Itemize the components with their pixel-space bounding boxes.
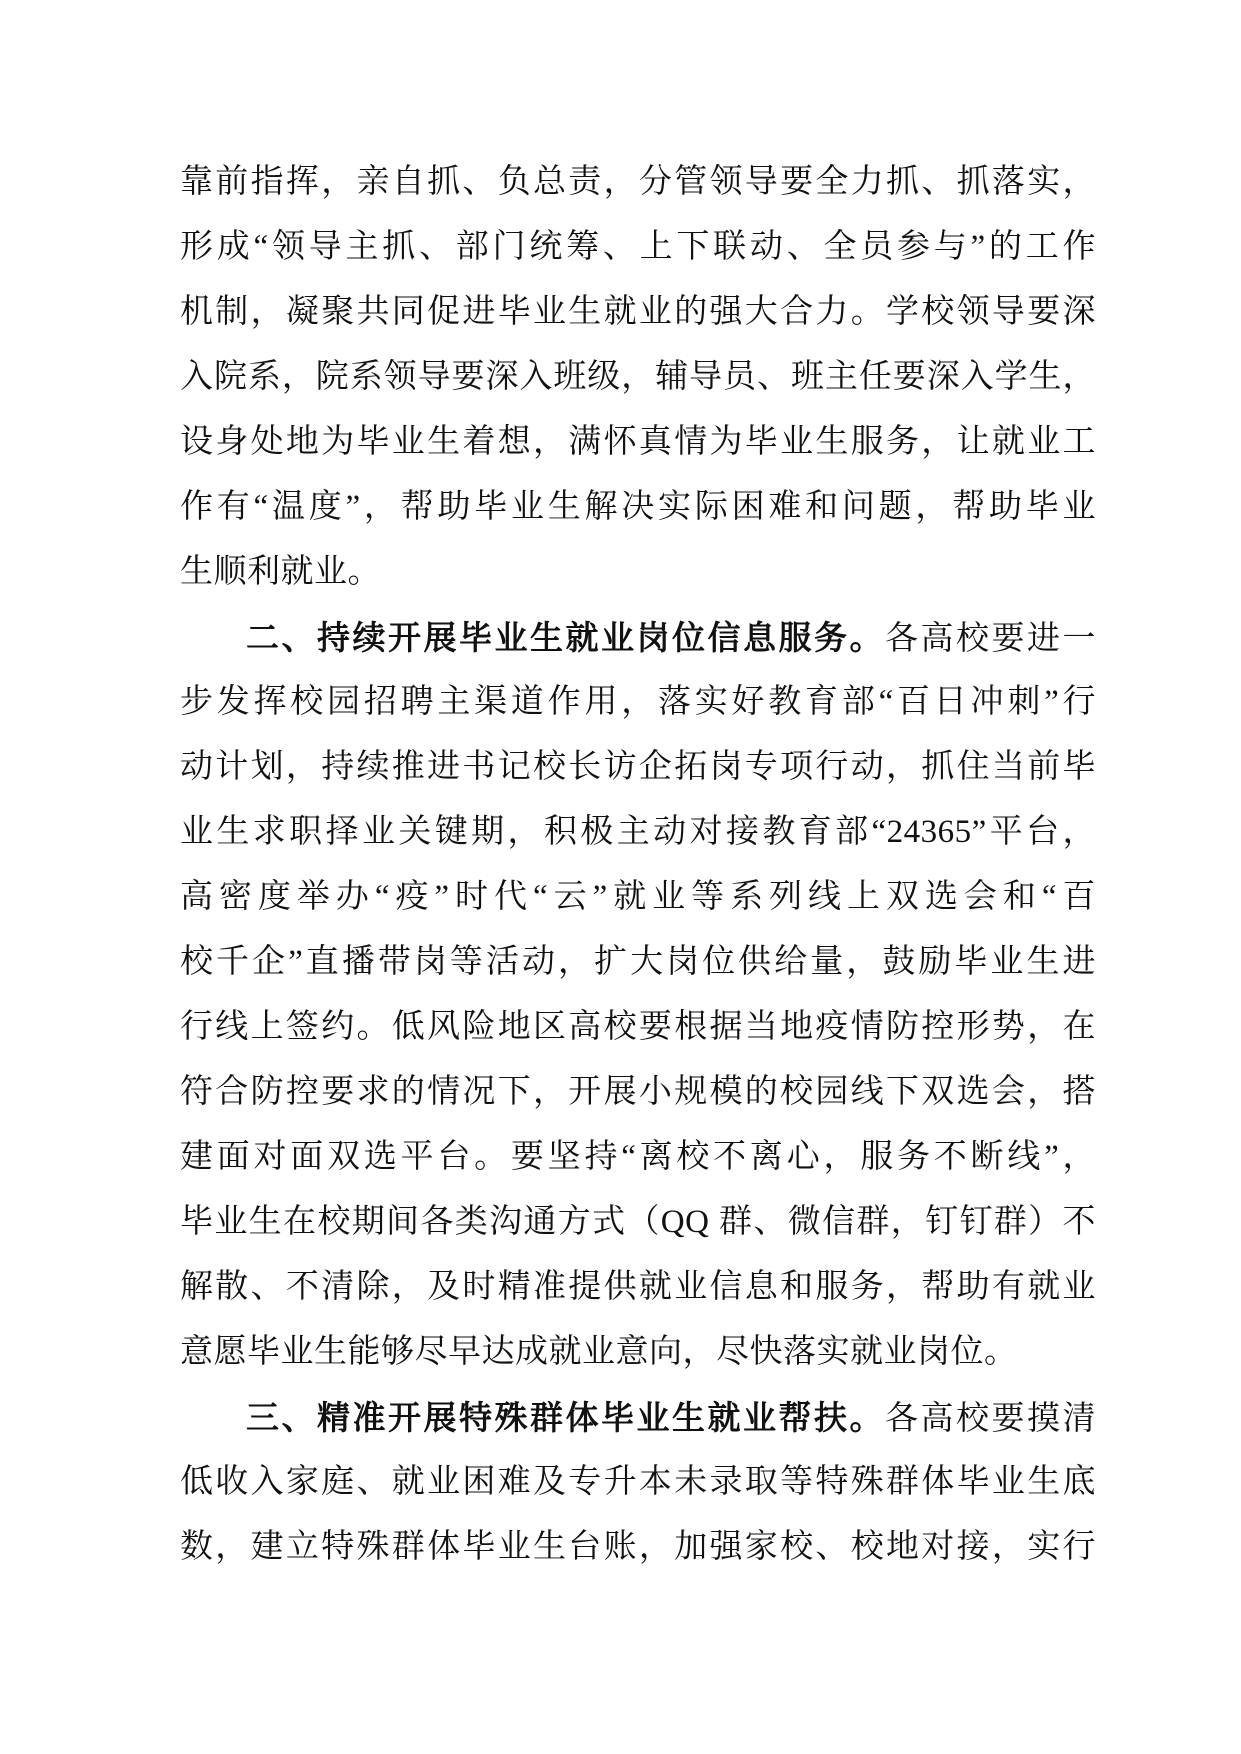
body-text: 设身处地为毕业生着想，满怀真情为毕业生服务，让就业工 bbox=[180, 424, 1096, 460]
text-line bbox=[180, 215, 1096, 280]
body-text: 符合防控要求的情况下，开展小规模的校园线下双选会，搭 bbox=[180, 1074, 1096, 1110]
body-text: 作有“温度”，帮助毕业生解决实际困难和问题，帮助毕业 bbox=[180, 489, 1096, 525]
body-text: 建面对面双选平台。要坚持“离校不离心，服务不断线”， bbox=[180, 1139, 1096, 1175]
section-heading: 三、精准开展特殊群体毕业生就业帮扶。 bbox=[246, 1399, 885, 1436]
body-text: 毕业生在校期间各类沟通方式（QQ 群、微信群，钉钉群）不 bbox=[180, 1204, 1096, 1240]
text-line bbox=[180, 345, 1096, 410]
body-text: 各高校要进一 bbox=[885, 621, 1096, 657]
section-heading: 二、持续开展毕业生就业岗位信息服务。 bbox=[246, 619, 885, 656]
body-text: 生顺利就业。 bbox=[180, 554, 381, 590]
text-line bbox=[180, 1385, 1096, 1450]
text-line bbox=[180, 410, 1096, 475]
body-text: 各高校要摸清 bbox=[885, 1401, 1096, 1437]
body-text: 动计划，持续推进书记校长访企拓岗专项行动，抓住当前毕 bbox=[180, 749, 1096, 785]
text-line bbox=[180, 1450, 1096, 1515]
text-line bbox=[180, 540, 1096, 605]
text-line bbox=[180, 475, 1096, 540]
text-line bbox=[180, 1060, 1096, 1125]
text-line bbox=[180, 1515, 1096, 1580]
body-text: 步发挥校园招聘主渠道作用，落实好教育部“百日冲刺”行 bbox=[180, 684, 1096, 720]
body-text: 高密度举办“疫”时代“云”就业等系列线上双选会和“百 bbox=[180, 879, 1096, 915]
body-text: 行线上签约。低风险地区高校要根据当地疫情防控形势，在 bbox=[180, 1009, 1096, 1045]
body-text: 解散、不清除，及时精准提供就业信息和服务，帮助有就业 bbox=[180, 1269, 1096, 1305]
text-line bbox=[180, 1125, 1096, 1190]
body-text: 数，建立特殊群体毕业生台账，加强家校、校地对接，实行 bbox=[180, 1529, 1096, 1565]
text-line bbox=[180, 150, 1096, 215]
body-text: 机制，凝聚共同促进毕业生就业的强大合力。学校领导要深 bbox=[180, 294, 1096, 330]
body-text: 入院系，院系领导要深入班级，辅导员、班主任要深入学生， bbox=[180, 359, 1096, 395]
body-text: 形成“领导主抓、部门统筹、上下联动、全员参与”的工作 bbox=[180, 229, 1096, 265]
document-text-block bbox=[180, 150, 1096, 1580]
text-line bbox=[180, 1190, 1096, 1255]
text-line bbox=[180, 800, 1096, 865]
text-line bbox=[180, 605, 1096, 670]
body-text: 意愿毕业生能够尽早达成就业意向，尽快落实就业岗位。 bbox=[180, 1334, 1018, 1370]
text-line bbox=[180, 670, 1096, 735]
text-line bbox=[180, 930, 1096, 995]
text-line bbox=[180, 1320, 1096, 1385]
text-line bbox=[180, 865, 1096, 930]
body-text: 业生求职择业关键期，积极主动对接教育部“24365”平台， bbox=[180, 814, 1096, 850]
body-text: 靠前指挥，亲自抓、负总责，分管领导要全力抓、抓落实， bbox=[180, 164, 1096, 200]
body-text: 校千企”直播带岗等活动，扩大岗位供给量，鼓励毕业生进 bbox=[180, 944, 1096, 980]
text-line bbox=[180, 735, 1096, 800]
text-line bbox=[180, 280, 1096, 345]
text-line bbox=[180, 995, 1096, 1060]
text-line bbox=[180, 1255, 1096, 1320]
body-text: 低收入家庭、就业困难及专升本未录取等特殊群体毕业生底 bbox=[180, 1464, 1096, 1500]
